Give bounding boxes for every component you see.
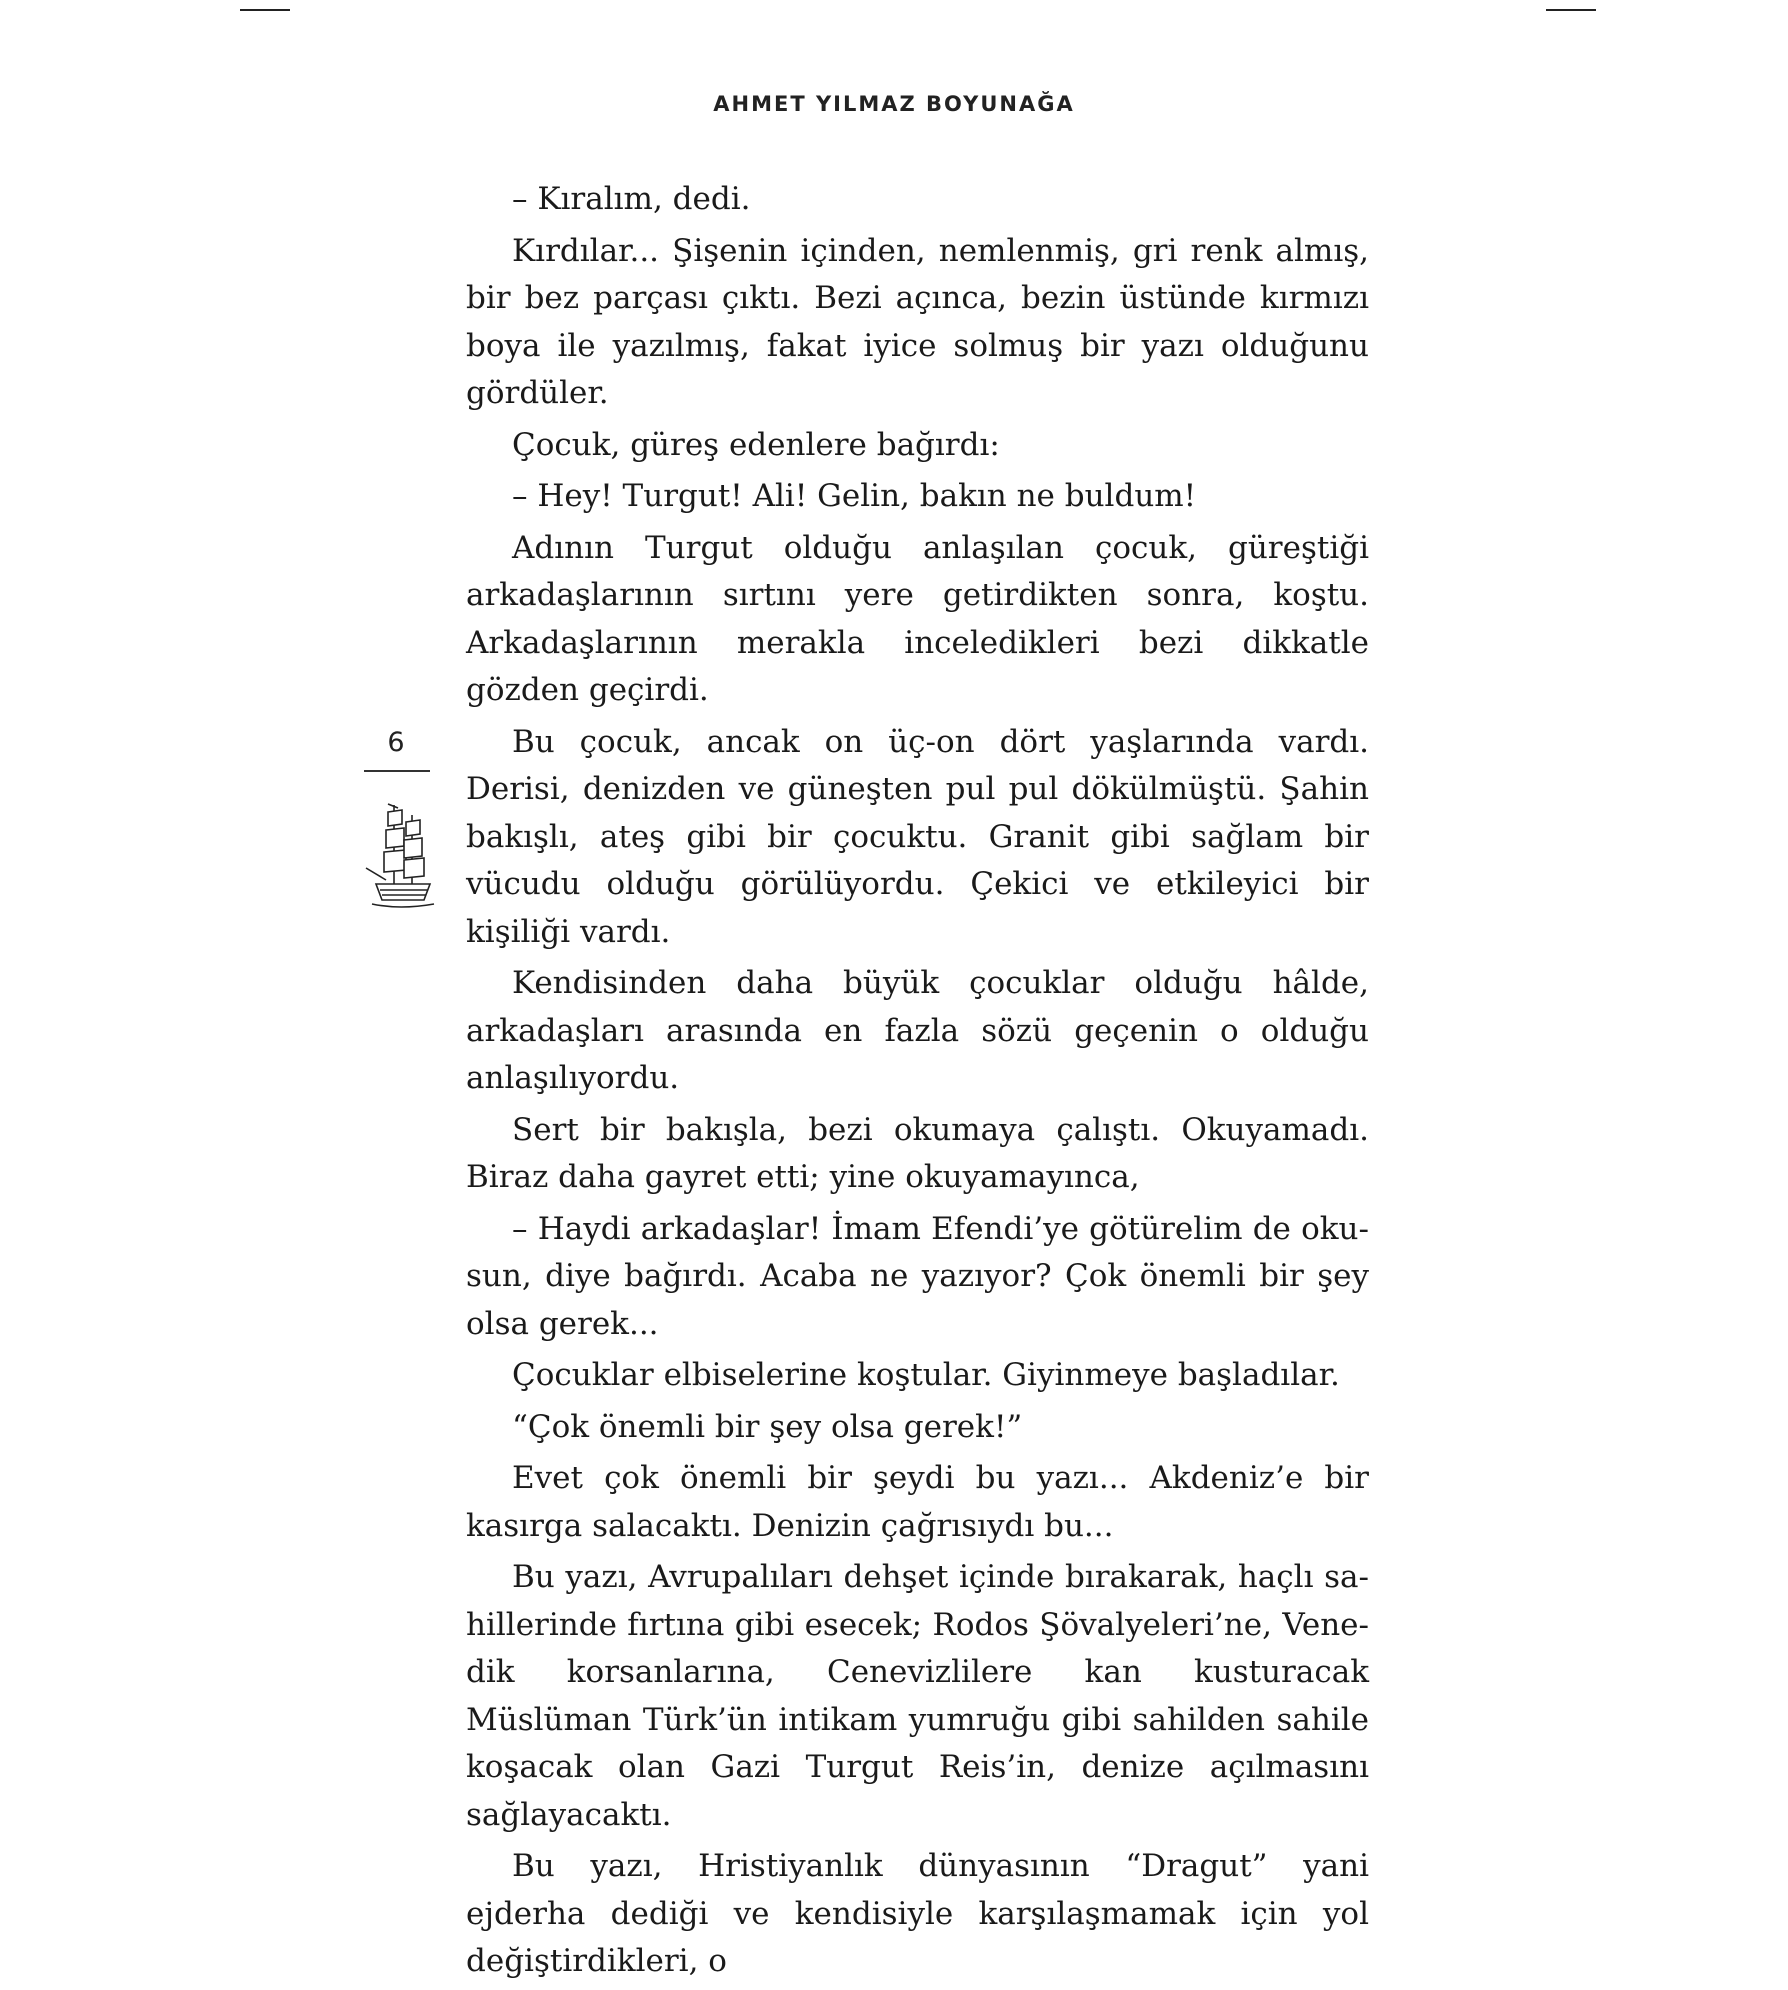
paragraph: Çocuklar elbiselerine koştular. Giyinmeye başladılar. xyxy=(512,1357,1340,1393)
crop-mark-left xyxy=(240,9,290,11)
paragraph: Sert bir bakışla, bezi okumaya çalıştı. Okuyamadı. Biraz daha gayret etti; yine okuyamayınca, xyxy=(466,1111,1369,1195)
page-number-rule xyxy=(364,770,430,772)
body-text xyxy=(466,176,1369,1990)
paragraph: – Kıralım, dedi. xyxy=(512,181,751,217)
crop-mark-right xyxy=(1546,9,1596,11)
page-number: 6 xyxy=(387,727,405,758)
paragraph: Bu çocuk, ancak on üç-on dört yaşlarında vardı. Derisi, denizden ve güneşten pul pul dökülmüştü. Şahin bakışlı, ateş gibi bir çocuktu. Granit gibi sağlam bir vücudu olduğu görülüyordu. Çekici ve etkileyici bir kişiliği vardı. xyxy=(466,723,1369,950)
paragraph: Bu yazı, Hristiyanlık dünyasının “Dragut” yani ejderha dediği ve kendisiyle karşılaşmamak için yol değiştirdikleri, o xyxy=(466,1848,1369,1979)
sailing-ship-icon xyxy=(364,800,436,910)
paragraph: Evet çok önemli bir şeydi bu yazı... Akdeniz’e bir kasırga salacaktı. Denizin çağrısıydı bu... xyxy=(466,1460,1369,1544)
paragraph: Bu yazı, Avrupalıları dehşet içinde bırakarak, haçlı sahillerinde fırtına gibi esecek; Rodos Şövalyeleri’ne, Venedik korsanlarına, Cenevizlilere kan kusturacak Müslüman Türk’ün intikam yumruğu gibi sahilden sahile koşacak olan Gazi Turgut Reis’in, denize açılmasını sağlayacaktı. xyxy=(466,1559,1369,1833)
paragraph: Kırdılar... Şişenin içinden, nemlenmiş, gri renk almış, bir bez parçası çıktı. Bezi açınca, bezin üstünde kırmızı boya ile yazılmış, fakat iyice solmuş bir yazı olduğunu gördüler. xyxy=(466,232,1369,411)
paragraph: Çocuk, güreş edenlere bağırdı: xyxy=(512,426,1000,463)
paragraph: Kendisinden daha büyük çocuklar olduğu hâlde, arkadaşları arasında en fazla sözü geçenin o olduğu anlaşılıyordu. xyxy=(466,965,1369,1096)
paragraph: Adının Turgut olduğu anlaşılan çocuk, güreştiği arkadaşlarının sırtını yere getirdikten sonra, koştu. Arkadaşlarının merakla inceledikleri bezi dikkatle gözden geçirdi. xyxy=(466,529,1369,708)
paragraph: – Hey! Turgut! Ali! Gelin, bakın ne buldum! xyxy=(512,478,1197,514)
paragraph: – Haydi arkadaşlar! İmam Efendi’ye götürelim de okusun, diye bağırdı. Acaba ne yazıyor? Çok önemli bir şey olsa gerek... xyxy=(466,1210,1369,1342)
paragraph: “Çok önemli bir şey olsa gerek!” xyxy=(512,1408,1023,1445)
running-header-author: AHMET YILMAZ BOYUNAĞA xyxy=(713,92,1075,116)
